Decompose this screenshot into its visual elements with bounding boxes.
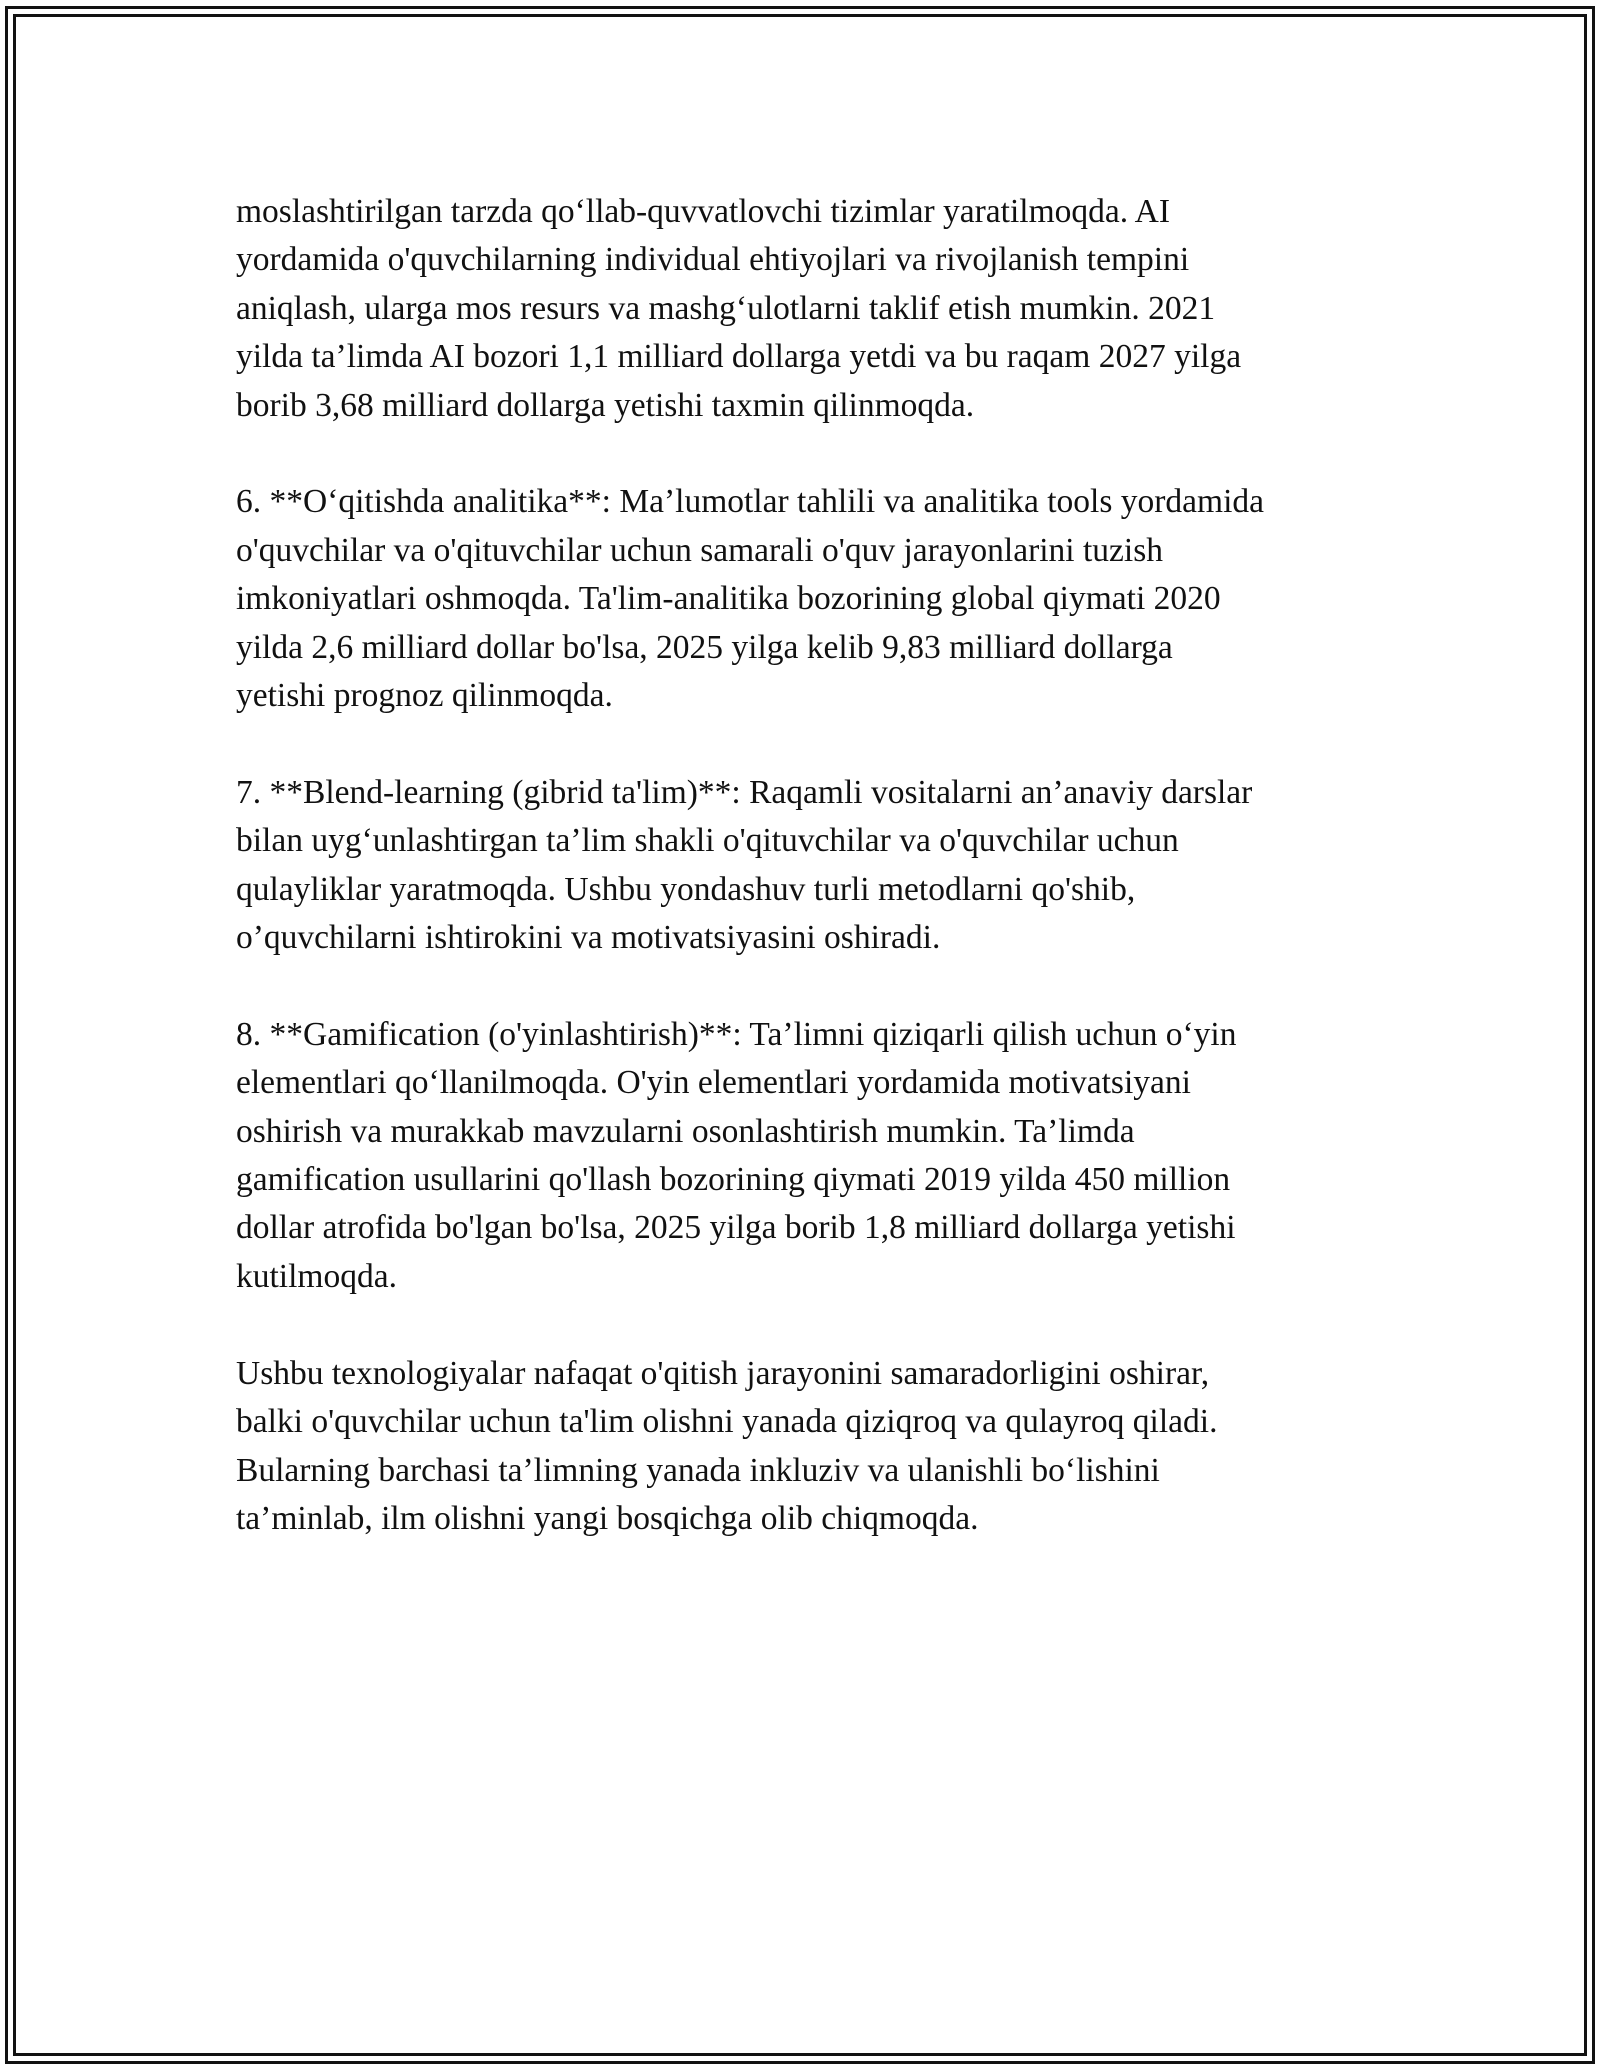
paragraph-item-6-analytics: 6. **O‘qitishda analitika**: Ma’lumotlar tahlili va analitika tools yordamida o'quvchilar va o'qituvchilar uchun samarali o'quv jarayonlarini tuzish imkoniyatlari oshmoqda. Ta'lim-analitika bozorining global qiymati 2020 yilda 2,6 milliard dollar bo'lsa, 2025 yilga kelib 9,83 milliard dollarga yetishi prognoz qilinmoqda. — [236, 483, 1265, 715]
paragraph-ai-continuation: moslashtirilgan tarzda qo‘llab-quvvatlovchi tizimlar yaratilmoqda. AI yordamida o'quvchilarning individual ehtiyojlari va rivojlanish tempini aniqlash, ularga mos resurs va mashg‘ulotlarni taklif etish mumkin. 2021 yilda ta’limda AI bozori 1,1 milliard dollarga yetdi va bu raqam 2027 yilga borib 3,68 milliard dollarga yetishi taxmin qilinmoqda. — [236, 193, 1242, 424]
paragraph-conclusion: Ushbu texnologiyalar nafaqat o'qitish jarayonini samaradorligini oshirar, balki o'quvchilar uchun ta'lim olishni yanada qiziqroq va qulayroq qiladi. Bularning barchasi ta’limning yanada inkluziv va ulanishli bo‘lishini ta’minlab, ilm olishni yangi bosqichga olib chiqmoqda. — [236, 1354, 1218, 1537]
document-body — [236, 188, 1386, 1592]
paragraph-item-7-blended-learning: 7. **Blend-learning (gibrid ta'lim)**: Raqamli vositalarni an’anaviy darslar bilan uyg‘unlashtirgan ta’lim shakli o'qituvchilar va o'quvchilar uchun qulayliklar yaratmoqda. Ushbu yondashuv turli metodlarni qo'shib, o’quvchilarni ishtirokini va motivatsiyasini oshiradi. — [236, 773, 1253, 957]
paragraph-item-8-gamification: 8. **Gamification (o'yinlashtirish)**: Ta’limni qiziqarli qilish uchun o‘yin elementlari qo‘llanilmoqda. O'yin elementlari yordamida motivatsiyani oshirish va murakkab mavzularni osonlashtirish mumkin. Ta’limda gamification usullarini qo'llash bozorining qiymati 2019 yilda 450 million dollar atrofida bo'lgan bo'lsa, 2025 yilga borib 1,8 milliard dollarga yetishi kutilmoqda. — [236, 1015, 1237, 1295]
